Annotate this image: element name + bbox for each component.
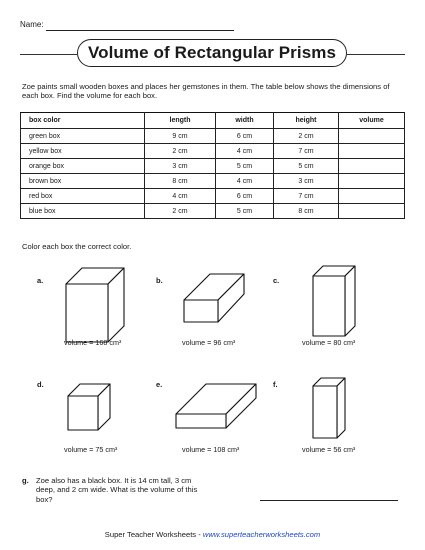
cell-box-color: yellow box	[21, 144, 145, 159]
cell-box-color: blue box	[21, 204, 145, 219]
cell-volume-answer[interactable]	[339, 144, 405, 159]
cell-length: 4 cm	[145, 189, 216, 204]
table-row	[21, 204, 405, 219]
cell-box-color: green box	[21, 129, 145, 144]
title-rule-left	[20, 54, 77, 55]
box-e-letter: e.	[156, 380, 163, 389]
cell-length: 3 cm	[145, 159, 216, 174]
cell-width: 5 cm	[216, 159, 274, 174]
cell-volume-answer[interactable]	[339, 129, 405, 144]
name-label: Name:	[20, 20, 44, 29]
header-volume: volume	[339, 113, 405, 129]
box-c-volume: volume = 80 cm³	[302, 338, 356, 347]
cell-height: 2 cm	[274, 129, 339, 144]
cell-volume-answer[interactable]	[339, 189, 405, 204]
cell-length: 8 cm	[145, 174, 216, 189]
box-d-letter: d.	[37, 380, 44, 389]
dimensions-table	[20, 112, 405, 219]
table-row	[21, 129, 405, 144]
header-box-color: box color	[21, 113, 145, 129]
box-a-volume: volume = 168 cm³	[64, 338, 122, 347]
header-width: width	[216, 113, 274, 129]
cell-volume-answer[interactable]	[339, 159, 405, 174]
intro-text: Zoe paints small wooden boxes and places her gemstones in them. The table below shows the dimensions of each box. Find the volume for each box.	[22, 82, 390, 101]
box-e-prism-icon[interactable]	[172, 376, 262, 436]
cell-height: 8 cm	[274, 204, 339, 219]
table-row	[21, 174, 405, 189]
cell-length: 2 cm	[145, 144, 216, 159]
footer-separator: -	[196, 530, 203, 539]
box-a-prism-icon[interactable]	[60, 264, 140, 344]
cell-length: 9 cm	[145, 129, 216, 144]
box-f-letter: f.	[273, 380, 278, 389]
footer-url-link[interactable]: www.superteacherworksheets.com	[202, 530, 321, 539]
name-answer-line[interactable]	[46, 30, 234, 31]
table-header-row	[21, 113, 405, 129]
box-a-letter: a.	[37, 276, 44, 285]
table-row	[21, 144, 405, 159]
question-g-letter: g.	[22, 476, 29, 485]
cell-width: 4 cm	[216, 144, 274, 159]
coloring-instruction: Color each box the correct color.	[22, 242, 132, 251]
page-title: Volume of Rectangular Prisms	[77, 39, 347, 67]
header-height: height	[274, 113, 339, 129]
cell-height: 7 cm	[274, 144, 339, 159]
box-c-letter: c.	[273, 276, 280, 285]
cell-box-color: red box	[21, 189, 145, 204]
box-d-prism-icon[interactable]	[62, 380, 122, 440]
cell-height: 3 cm	[274, 174, 339, 189]
box-f-prism-icon[interactable]	[307, 372, 357, 442]
question-g-text: Zoe also has a black box. It is 14 cm tall, 3 cm deep, and 2 cm wide. What is the volume of this box?	[36, 476, 198, 504]
cell-box-color: orange box	[21, 159, 145, 174]
box-b-volume: volume = 96 cm³	[182, 338, 236, 347]
cell-height: 7 cm	[274, 189, 339, 204]
footer	[0, 530, 425, 539]
cell-width: 5 cm	[216, 204, 274, 219]
cell-volume-answer[interactable]	[339, 204, 405, 219]
cell-volume-answer[interactable]	[339, 174, 405, 189]
cell-height: 5 cm	[274, 159, 339, 174]
cell-width: 4 cm	[216, 174, 274, 189]
table-row	[21, 189, 405, 204]
box-e-volume: volume = 108 cm³	[182, 445, 240, 454]
cell-width: 6 cm	[216, 189, 274, 204]
title-rule-right	[347, 54, 405, 55]
footer-site: Super Teacher Worksheets	[104, 530, 197, 539]
box-d-volume: volume = 75 cm³	[64, 445, 118, 454]
box-c-prism-icon[interactable]	[305, 262, 365, 342]
question-g-answer-line[interactable]	[260, 500, 398, 501]
box-f-volume: volume = 56 cm³	[302, 445, 356, 454]
box-b-prism-icon[interactable]	[180, 270, 260, 335]
header-length: length	[145, 113, 216, 129]
cell-width: 6 cm	[216, 129, 274, 144]
cell-length: 2 cm	[145, 204, 216, 219]
cell-box-color: brown box	[21, 174, 145, 189]
box-b-letter: b.	[156, 276, 163, 285]
table-row	[21, 159, 405, 174]
